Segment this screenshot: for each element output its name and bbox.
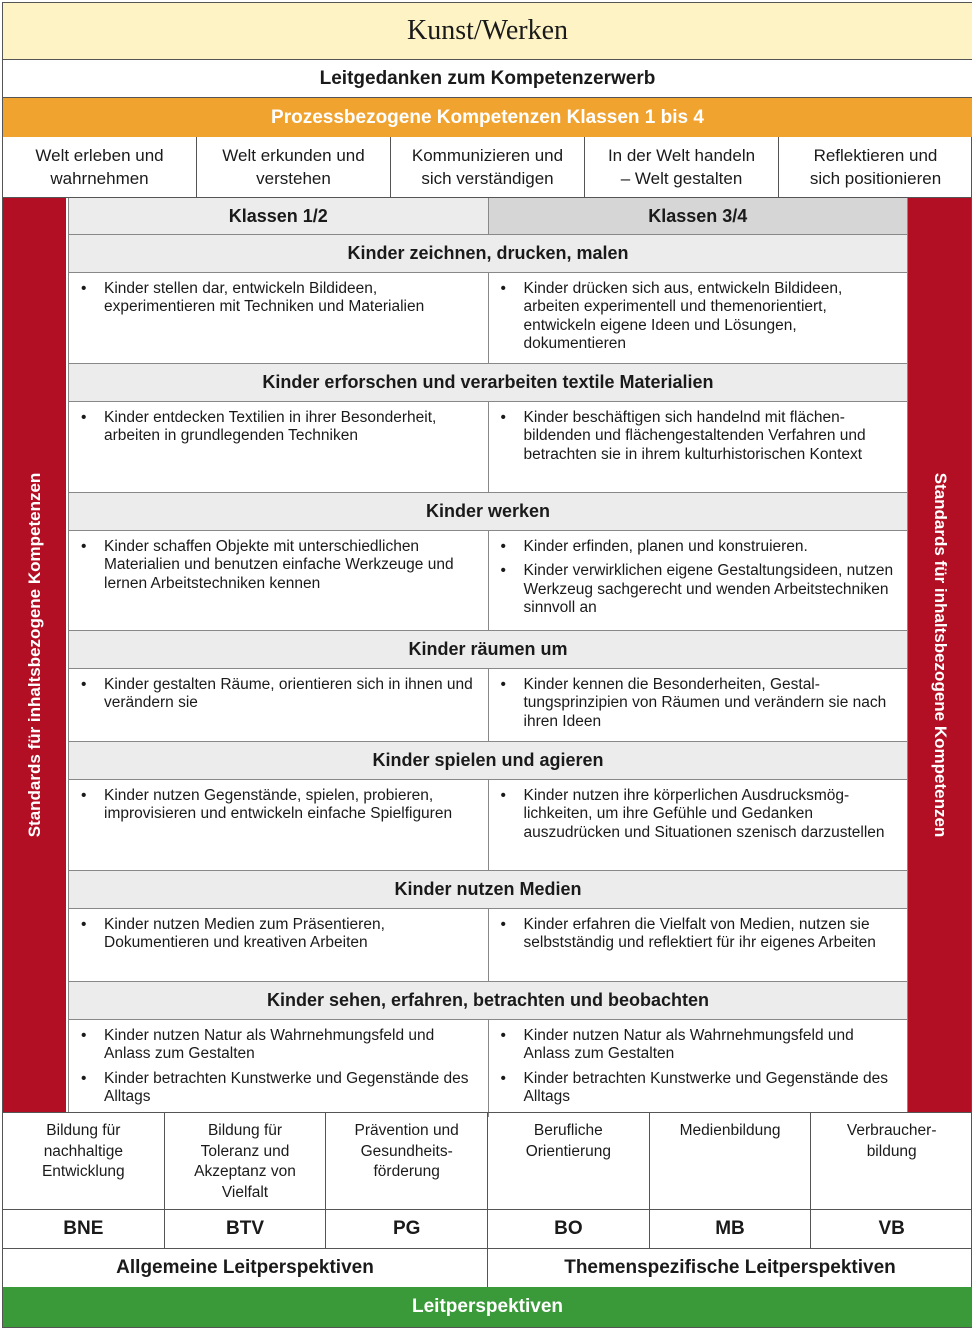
perspective-line: Medienbildung [679,1122,781,1139]
process-competency [391,137,585,197]
bullet-list [499,409,898,464]
section-title: Kinder werken [69,493,907,531]
section-body [69,1020,907,1117]
perspective-abbreviation: PG [326,1210,488,1248]
perspective-cell [165,1113,327,1209]
bullet-item: • Kinder betrachten Kunstwerke und Gegenstände des Alltags [499,1070,898,1107]
perspective-line: förderung [373,1163,440,1180]
section-column-left [69,909,489,981]
bullet-list [499,1027,898,1106]
bullet-item: • Kinder erfahren die Vielfalt von Medien, nutzen sie selbstständig und reflektiert für ihr eigenes Arbeiten [499,916,898,953]
bullet-list [79,280,478,317]
perspective-abbreviation: BO [488,1210,650,1248]
bullet-item: • Kinder entdecken Textilien in ihrer Besonderheit, arbeiten in grundlegenden Techniken [79,409,478,446]
section-column-right [489,531,908,630]
bullet-item: • Kinder stellen dar, entwickeln Bildideen, experimentieren mit Techniken und Materialien [79,280,478,317]
perspective-cell [3,1113,165,1209]
section-title: Kinder erforschen und verarbeiten textile Materialien [69,364,907,402]
process-competency [779,137,972,197]
bullet-item: • Kinder erfinden, planen und konstruieren. [499,538,898,556]
bullet-item: • Kinder nutzen Gegenstände, spielen, probieren, improvisieren und entwickeln einfache Spielfiguren [79,787,478,824]
bullet-item: • Kinder nutzen Natur als Wahrnehmungsfeld und Anlass zum Gestalten [499,1027,898,1064]
perspective-line: bildung [866,1142,917,1160]
process-competencies-header: Prozessbezogene Kompetenzen Klassen 1 bis 4 [3,98,972,137]
process-competency-line: wahrnehmen [50,169,149,188]
perspectives-row [3,1112,972,1210]
side-label-text: Standards für inhaltsbezogene Kompetenzen [930,472,950,838]
perspective-cell [326,1113,488,1209]
perspective-cell [650,1113,812,1209]
perspective-abbreviation: MB [650,1210,812,1248]
class-header-3-4: Klassen 3/4 [489,198,908,234]
section-column-right [489,273,908,363]
perspective-cell [488,1113,650,1209]
leitgedanken-heading: Leitgedanken zum Kompetenzerwerb [3,60,972,98]
perspective-line: Berufliche [533,1122,603,1139]
process-competencies-row [3,137,972,198]
section-body [69,402,907,493]
perspective-line: Bildung für [207,1122,283,1139]
section-body [69,909,907,982]
bullet-item: • Kinder betrachten Kunstwerke und Gegenstände des Alltags [79,1070,478,1107]
perspective-abbreviations-row [3,1210,972,1249]
process-competency-line: sich verständigen [421,169,554,188]
perspective-line: Vielfalt [221,1183,269,1201]
section-column-left [69,531,489,630]
section-column-left [69,780,489,870]
bullet-list [79,538,478,593]
side-label-right [908,198,971,1112]
process-competency [3,137,197,197]
process-competency-line: Reflektieren und [813,146,938,165]
section-column-right [489,909,908,981]
bullet-list [79,787,478,824]
bullet-item: • Kinder gestalten Räume, orientieren sich in ihnen und verändern sie [79,676,478,713]
bullet-item: • Kinder nutzen Medien zum Präsentieren, Dokumentieren und kreativen Arbeiten [79,916,478,953]
bullet-list [499,916,898,953]
section-column-left [69,273,489,363]
section-title: Kinder spielen und agieren [69,742,907,780]
section-column-left [69,1020,489,1117]
bullet-item: • Kinder drücken sich aus, entwickeln Bildideen, arbeiten experimentell und themenorientiert, entwickeln eigene Ideen und Lösungen, dokumentieren [499,280,898,353]
perspective-abbreviation: VB [878,1218,905,1239]
section-body [69,531,907,631]
page-title: Kunst/Werken [3,3,972,60]
bullet-item: • Kinder nutzen Natur als Wahrnehmungsfeld und Anlass zum Gestalten [79,1027,478,1064]
perspective-line: nachhaltige [43,1142,123,1160]
side-label-text: Standards für inhaltsbezogene Kompetenzen [24,472,44,838]
process-competency-line: Welt erleben und [35,146,164,165]
content-table [68,198,908,1112]
process-competency-line: In der Welt handeln [607,146,756,165]
section-body [69,273,907,364]
process-competency [197,137,391,197]
perspective-line: Gesundheits- [360,1142,453,1160]
section-title: Kinder räumen um [69,631,907,669]
process-competency-line: Welt erkunden und [222,146,365,165]
bullet-list [499,280,898,353]
perspective-line: Entwicklung [41,1163,125,1180]
process-competency-line: – Welt gestalten [620,169,743,188]
section-title: Kinder zeichnen, drucken, malen [69,235,907,273]
perspective-line: Bildung für [46,1122,121,1139]
bullet-list [79,676,478,713]
process-competency-line: sich positionieren [809,169,942,188]
bullet-list [79,409,478,446]
section-column-left [69,402,489,492]
section-column-right [489,780,908,870]
perspective-line: Verbraucher- [846,1122,937,1139]
bullet-item: • Kinder schaffen Objekte mit unterschiedlichen Materialien und benutzen einfache Werkzeuge und lernen Arbeitstechniken kennen [79,538,478,593]
general-perspectives-label: Allgemeine Leitperspektiven [3,1249,488,1287]
section-column-right [489,1020,908,1117]
bullet-list [79,1027,478,1106]
leitperspektiven-footer: Leitperspektiven [3,1287,972,1327]
bullet-list [499,676,898,731]
bullet-item: • Kinder kennen die Besonderheiten, Gestaltungsprinzipien von Räumen und verändern sie nach ihren Ideen [499,676,898,731]
section-title: Kinder sehen, erfahren, betrachten und beobachten [69,982,907,1020]
perspective-line: Orientierung [525,1142,611,1160]
bullet-list [499,787,898,842]
section-column-right [489,402,908,492]
perspective-abbreviation: BNE [3,1210,165,1248]
bullet-item: • Kinder nutzen ihre körperlichen Ausdrucksmöglichkeiten, um ihre Gefühle und Gedanken auszudrücken und Situationen szenisch darzustellen [499,787,898,842]
sections [69,235,907,1117]
perspective-line: Toleranz und [200,1142,290,1160]
perspective-line: Prävention und [354,1122,459,1139]
perspective-abbreviation: BTV [165,1210,327,1248]
thematic-perspectives-label: Themenspezifische Leitperspektiven [564,1257,896,1278]
section-column-right [489,669,908,741]
section-column-left [69,669,489,741]
bullet-item: • Kinder verwirklichen eigene Gestaltungsideen, nutzen Werkzeug sachgerecht und wenden Arbeitstechniken sinnvoll an [499,562,898,617]
side-label-left [3,198,66,1112]
process-competency-line: verstehen [256,169,331,188]
section-body [69,669,907,742]
section-body [69,780,907,871]
section-title: Kinder nutzen Medien [69,871,907,909]
class-header-1-2: Klassen 1/2 [69,198,489,234]
bullet-list [79,916,478,953]
class-headers [69,198,907,235]
process-competency-line: Kommunizieren und [411,146,564,165]
perspective-cell [811,1113,972,1209]
bullet-list [499,538,898,617]
process-competency [585,137,779,197]
bullet-item: • Kinder beschäftigen sich handelnd mit flächenbildenden und flächengestaltenden Verfahren und betrachten sie in ihrem kulturhistorischen Kontext [499,409,898,464]
perspective-line: Akzeptanz von [194,1163,296,1180]
perspective-categories-row [3,1249,972,1287]
